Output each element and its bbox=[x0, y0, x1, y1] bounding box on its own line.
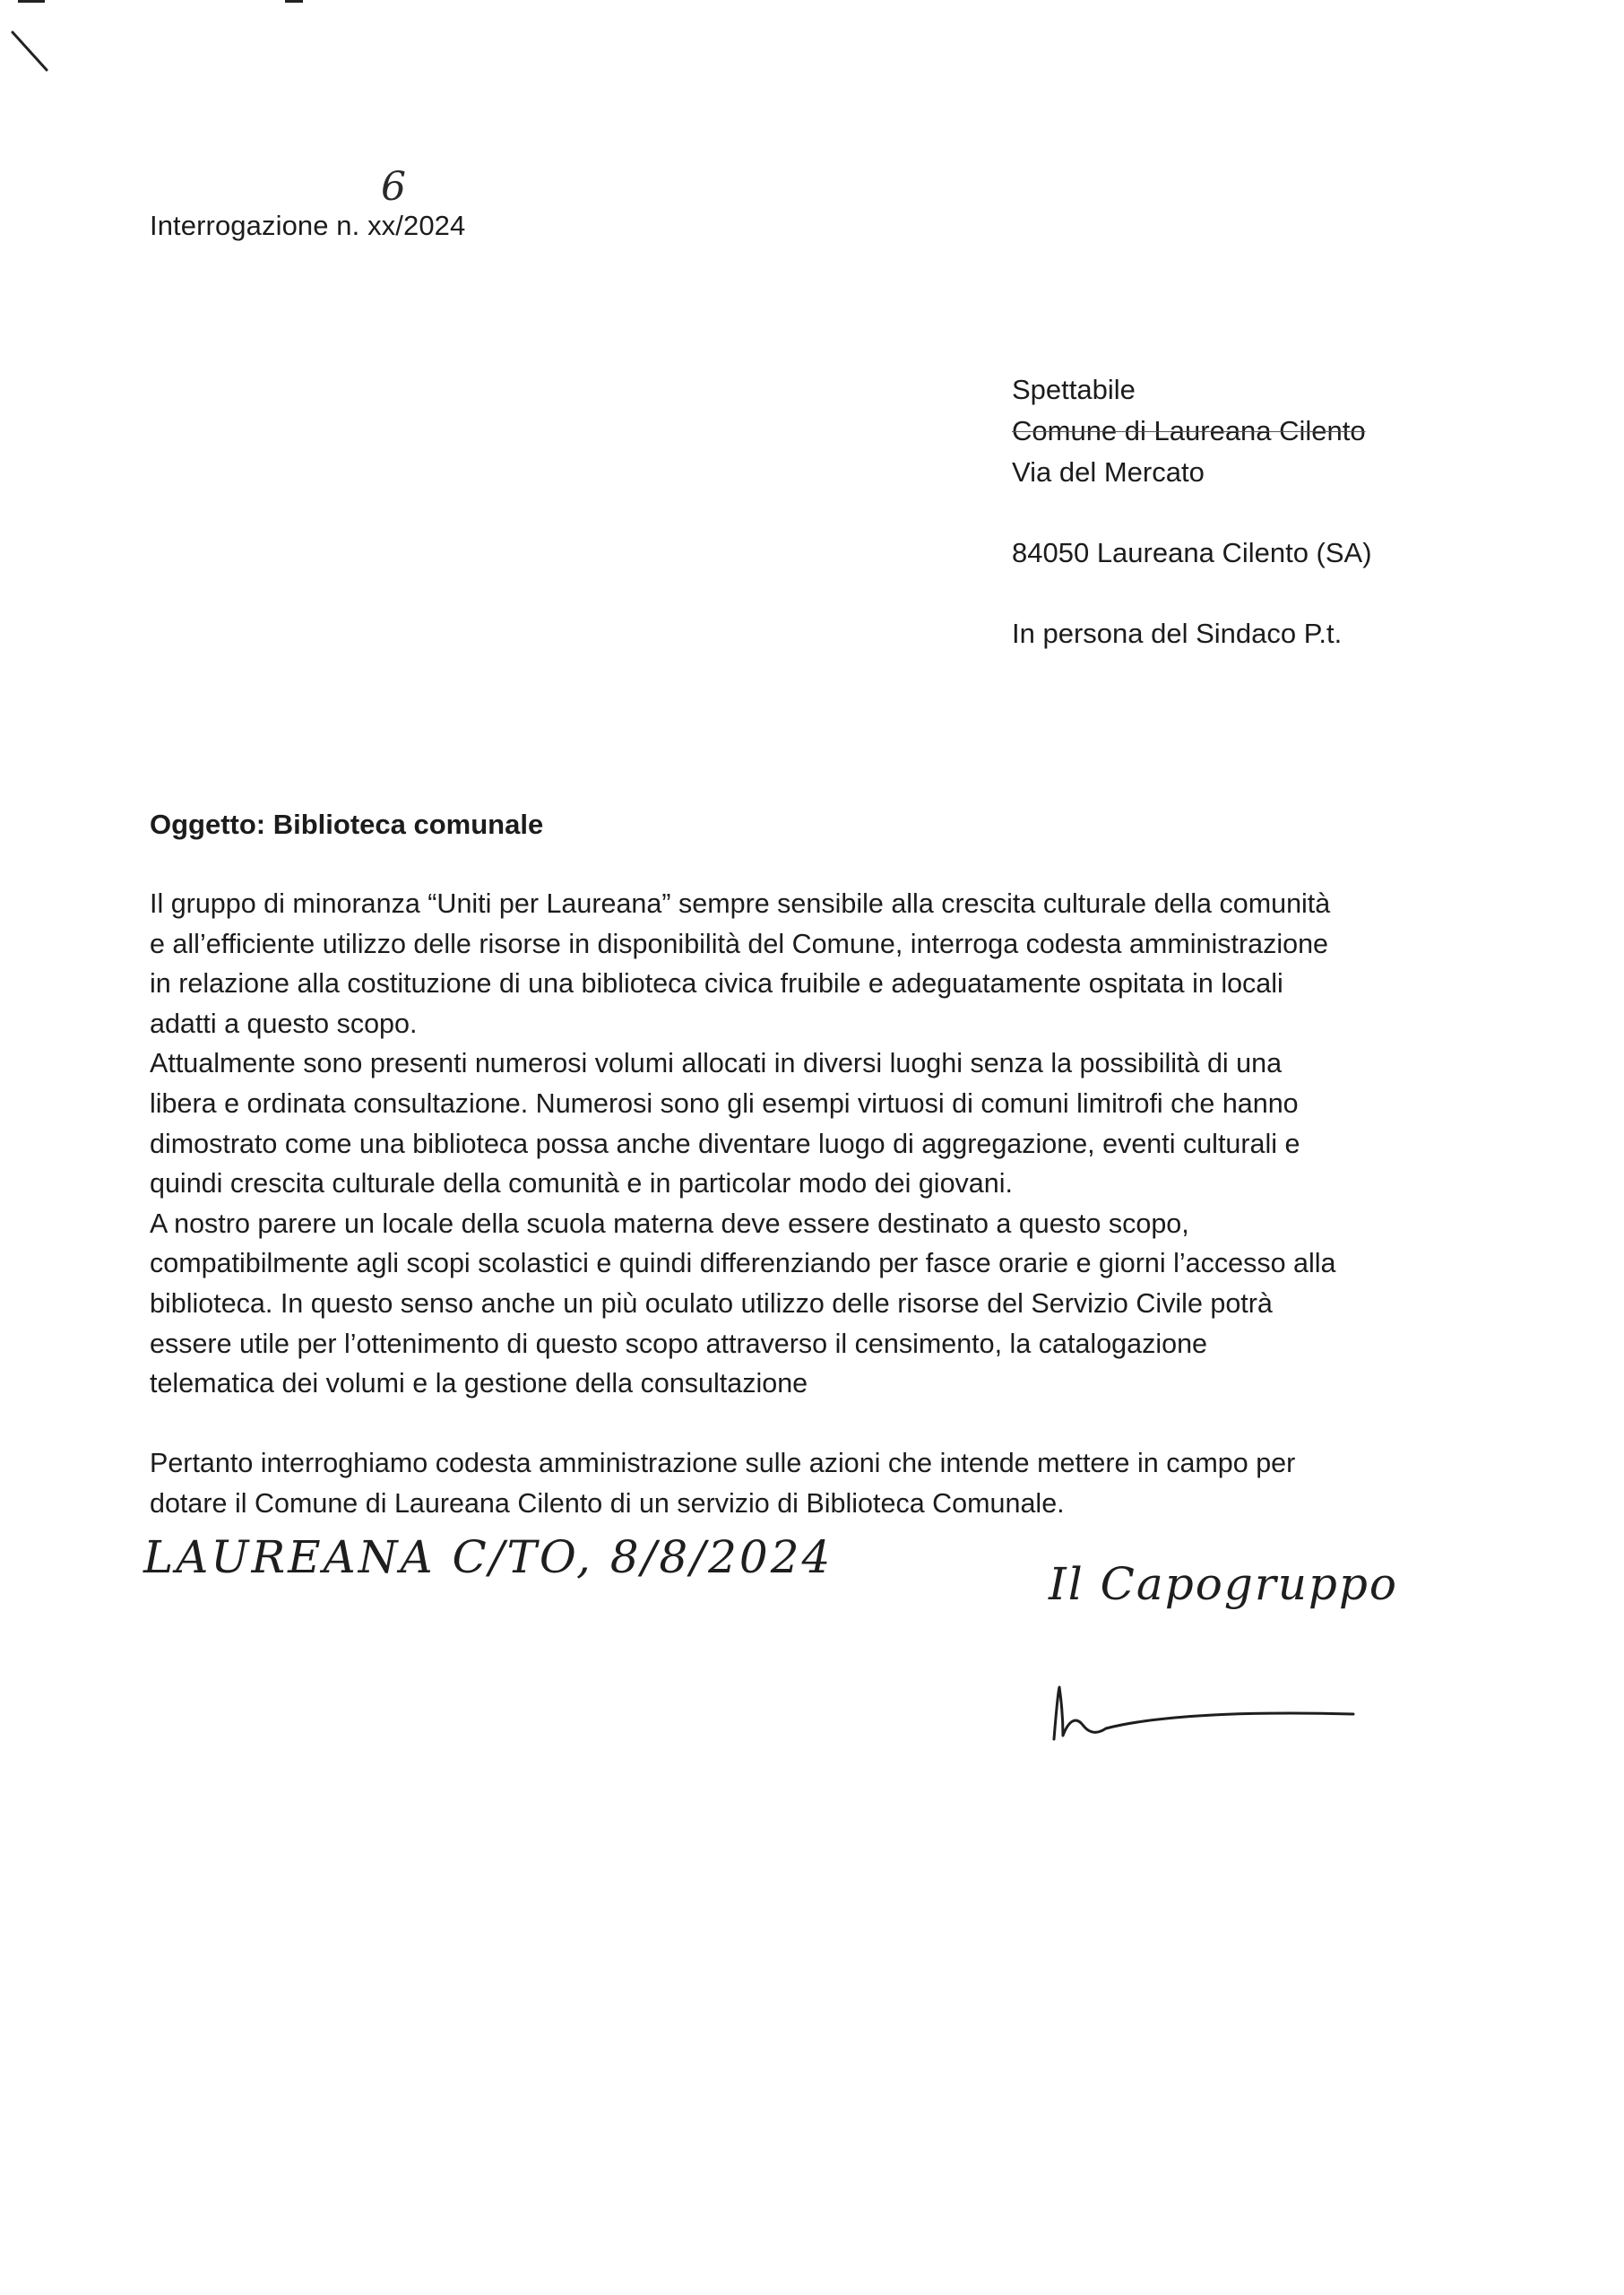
document-reference: Interrogazione n. xx/2024 bbox=[150, 210, 466, 241]
handwritten-place-date: LAUREANA C/TO, 8/8/2024 bbox=[143, 1531, 834, 1583]
recipient-address-block bbox=[1012, 369, 1372, 654]
closing-line: dotare il Comune di Laureana Cilento di un servizio di Biblioteca Comunale. bbox=[150, 1487, 1065, 1519]
body-line: Il gruppo di minoranza “Uniti per Laureana” sempre sensibile alla crescita culturale della comunità bbox=[150, 888, 1331, 919]
recipient-attention: In persona del Sindaco P.t. bbox=[1012, 618, 1343, 649]
body-line: compatibilmente agli scopi scolastici e quindi differenziando per fasce orarie e giorni l’accesso alla bbox=[150, 1248, 1336, 1279]
letter-closing bbox=[150, 1443, 1295, 1523]
body-line: libera e ordinata consultazione. Numerosi sono gli esempi virtuosi di comuni limitrofi che hanno bbox=[150, 1087, 1299, 1119]
scan-mark bbox=[18, 0, 45, 3]
recipient-city: 84050 Laureana Cilento (SA) bbox=[1012, 537, 1372, 568]
body-line: quindi crescita culturale della comunità e in particolar modo dei giovani. bbox=[150, 1168, 1013, 1199]
body-line: telematica dei volumi e la gestione della consultazione bbox=[150, 1368, 808, 1399]
recipient-entity: Comune di Laureana Cilento bbox=[1012, 415, 1366, 446]
body-line: essere utile per l’ottenimento di questo scopo attraverso il censimento, la catalogazione bbox=[150, 1328, 1207, 1359]
body-line: in relazione alla costituzione di una biblioteca civica fruibile e adeguatamente ospitata in locali bbox=[150, 968, 1283, 1000]
body-line: dimostrato come una biblioteca possa anche diventare luogo di aggregazione, eventi culturali e bbox=[150, 1128, 1300, 1159]
body-line: biblioteca. In questo senso anche un più oculato utilizzo delle risorse del Servizio Civile potrà bbox=[150, 1287, 1273, 1319]
scan-stroke-mark bbox=[5, 27, 59, 81]
letter-body bbox=[150, 884, 1467, 1404]
handwritten-signature bbox=[1049, 1676, 1371, 1748]
recipient-street: Via del Mercato bbox=[1012, 456, 1205, 488]
handwritten-signer-title: Il Capogruppo bbox=[1049, 1558, 1399, 1610]
handwritten-document-number: 6 bbox=[381, 164, 406, 210]
letter-subject: Oggetto: Biblioteca comunale bbox=[150, 809, 544, 840]
body-line: adatti a questo scopo. bbox=[150, 1008, 418, 1039]
recipient-salutation: Spettabile bbox=[1012, 374, 1136, 405]
closing-line: Pertanto interroghiamo codesta amministrazione sulle azioni che intende mettere in campo per bbox=[150, 1448, 1296, 1478]
body-line: Attualmente sono presenti numerosi volumi allocati in diversi luoghi senza la possibilità di una bbox=[150, 1048, 1283, 1079]
body-line: e all’efficiente utilizzo delle risorse in disponibilità del Comune, interroga codesta amministrazione bbox=[150, 928, 1328, 959]
scan-mark bbox=[285, 0, 303, 3]
body-line: A nostro parere un locale della scuola materna deve essere destinato a questo scopo, bbox=[150, 1208, 1189, 1239]
